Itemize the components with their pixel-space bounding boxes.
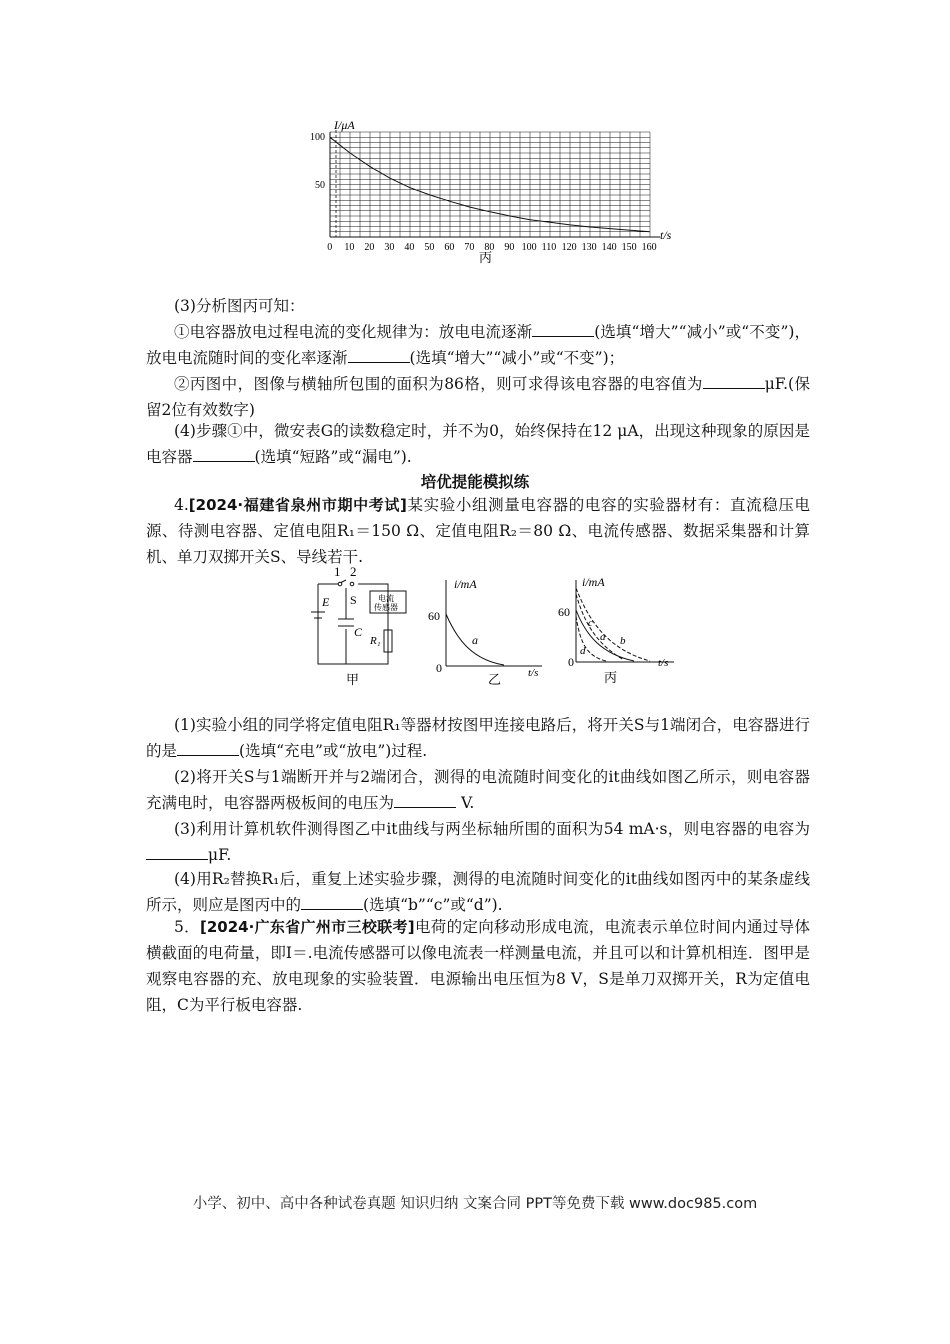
answer-blank[interactable] bbox=[177, 741, 239, 756]
problem-stem-text: 电荷的定向移动形成电流，电流表示单位时间内通过导体横截面的电荷量，即I＝.电流传感器可以像电流表一样测量电流，并且可以和计算机相连．图甲是观察电容器的充、放电现象的实验装置．电源输出电压恒为8 V，S是单刀双掷开关，R为定值电阻，C为平行板电容器. bbox=[146, 918, 810, 1014]
problem4-q3 bbox=[146, 816, 810, 868]
x-axis-label: t/s bbox=[660, 228, 672, 242]
problem-source: [2024·广东省广州市三校联考] bbox=[200, 918, 415, 936]
q3-text-a: (3)利用计算机软件测得图乙中it曲线与两坐标轴所围的面积为54 mA·s，则电容器的电容为 bbox=[174, 820, 810, 838]
answer-blank[interactable] bbox=[146, 845, 208, 860]
origin-label: 0 bbox=[568, 655, 574, 669]
x-tick-label: 20 bbox=[364, 242, 375, 253]
switch-label: S bbox=[350, 593, 357, 607]
curve-label-a: a bbox=[472, 633, 478, 647]
switch-terminal-2: 2 bbox=[350, 564, 357, 579]
q2-text-a: (2)将开关S与1端断开并与2端闭合，测得的电流随时间变化的it曲线如图乙所示，则电容器充满电时，电容器两极板间的电压为 bbox=[146, 768, 810, 812]
x-tick-label: 90 bbox=[504, 242, 515, 253]
q1-text-a: (1)实验小组的同学将定值电阻R₁等器材按图甲连接电路后，将开关S与1端闭合，电容器进行的是 bbox=[146, 716, 810, 760]
switch-terminal-1: 1 bbox=[334, 564, 341, 579]
curve-label-b: b bbox=[620, 635, 626, 647]
answer-blank[interactable] bbox=[394, 793, 456, 808]
tick-60: 60 bbox=[558, 605, 570, 619]
q3-text-b: μF. bbox=[208, 846, 232, 864]
figure-caption: 乙 bbox=[488, 672, 502, 687]
q4-text-b: (选填“短路”或“漏电”). bbox=[254, 448, 412, 466]
sensor-label-line1: 电流 bbox=[378, 594, 394, 603]
answer-blank[interactable] bbox=[301, 895, 363, 910]
x-tick-label: 30 bbox=[384, 242, 395, 253]
figure-bing-chart bbox=[300, 112, 690, 270]
q3-item1-text-b: (选填“增大”“减小”或“不变”)，放电电流随时间的变化率逐渐 bbox=[146, 323, 810, 367]
x-tick-label: 40 bbox=[404, 242, 415, 253]
q4-text-b: (选填“b”“c”或“d”). bbox=[363, 896, 503, 914]
x-tick-label: 110 bbox=[541, 242, 557, 253]
problem5-stem bbox=[146, 914, 810, 1018]
figure-caption: 丙 bbox=[604, 670, 618, 685]
x-tick-label: 100 bbox=[521, 242, 537, 253]
section-heading: 培优提能模拟练 bbox=[420, 472, 530, 491]
curve-label-d: d bbox=[580, 645, 586, 657]
q3-item2-text-b: μF.(保留2位有效数字) bbox=[146, 375, 811, 419]
x-tick-label: 140 bbox=[601, 242, 617, 253]
x-tick-label: 130 bbox=[581, 242, 597, 253]
y-axis-label: i/mA bbox=[582, 575, 605, 589]
y-tick-100: 100 bbox=[310, 132, 325, 143]
figure-bing-curves bbox=[554, 572, 684, 690]
x-tick-label: 60 bbox=[444, 242, 455, 253]
answer-blank[interactable] bbox=[532, 322, 594, 337]
sensor-label-line2: 传感器 bbox=[374, 603, 398, 612]
q1-text-b: (选填“充电”或“放电”)过程. bbox=[239, 742, 428, 760]
figure-jia-circuit bbox=[308, 564, 420, 690]
x-tick-label: 0 bbox=[327, 242, 333, 253]
source-label: E bbox=[322, 595, 330, 609]
capacitor-label: C bbox=[354, 625, 363, 639]
q3-intro: (3)分析图丙可知： bbox=[174, 297, 305, 315]
problem-source: [2024·福建省泉州市期中考试] bbox=[188, 496, 407, 514]
x-tick-label: 150 bbox=[621, 242, 637, 253]
answer-blank[interactable] bbox=[193, 447, 255, 462]
x-tick-label: 160 bbox=[641, 242, 657, 253]
curve-label-a: a bbox=[600, 631, 606, 643]
x-axis-label: t/s bbox=[658, 657, 669, 669]
resistor-label: R₁ bbox=[370, 635, 381, 647]
y-axis-label: i/mA bbox=[454, 577, 477, 591]
q4-question bbox=[146, 418, 810, 470]
origin-label: 0 bbox=[436, 661, 442, 675]
q3-item1 bbox=[146, 319, 810, 371]
answer-blank[interactable] bbox=[348, 348, 410, 363]
page-footer: 小学、初中、高中各种试卷真题 知识归纳 文案合同 PPT等免费下载 www.doc985.com bbox=[192, 1196, 758, 1212]
problem-stem-text: 某实验小组测量电容器的电容的实验器材有：直流稳压电源、待测电容器、定值电阻R₁＝150 Ω、定值电阻R₂＝80 Ω、电流传感器、数据采集器和计算机、单刀双掷开关S、导线若干. bbox=[146, 496, 810, 566]
q3-item1-text-c: (选填“增大”“减小”或“不变”)； bbox=[409, 349, 625, 367]
x-axis-label: t/s bbox=[528, 667, 539, 679]
figure-yi-chart bbox=[424, 572, 548, 690]
y-axis-label: I/μA bbox=[334, 118, 355, 132]
answer-blank[interactable] bbox=[703, 374, 765, 389]
q3-item1-text-a: ①电容器放电过程电流的变化规律为：放电电流逐渐 bbox=[174, 323, 533, 341]
q2-text-b: V. bbox=[456, 794, 475, 812]
problem-number: 5． bbox=[174, 918, 200, 936]
problem4-stem bbox=[146, 492, 810, 570]
y-tick-50: 50 bbox=[315, 180, 325, 191]
tick-60: 60 bbox=[428, 609, 440, 623]
figure-caption: 甲 bbox=[346, 672, 360, 687]
problem4-q2 bbox=[146, 764, 810, 816]
figure-caption: 丙 bbox=[479, 250, 493, 265]
x-tick-label: 50 bbox=[424, 242, 435, 253]
x-tick-label: 120 bbox=[561, 242, 577, 253]
problem4-q4 bbox=[146, 866, 810, 918]
problem4-q1 bbox=[146, 712, 810, 764]
curve-label-c: c bbox=[588, 617, 593, 629]
x-tick-label: 80 bbox=[484, 242, 495, 253]
q4-text-a: (4)用R₂替换R₁后，重复上述实验步骤，测得的电流随时间变化的it曲线如图丙中的某条虚线所示，则应是图丙中的 bbox=[146, 870, 810, 914]
x-tick-label: 70 bbox=[464, 242, 475, 253]
q4-text-a: (4)步骤①中，微安表G的读数稳定时，并不为0，始终保持在12 μA，出现这种现象的原因是电容器 bbox=[146, 422, 810, 466]
q3-item2-text-a: ②丙图中，图像与横轴所包围的面积为86格，则可求得该电容器的电容值为 bbox=[174, 375, 703, 393]
x-tick-label: 10 bbox=[344, 242, 355, 253]
q3-item2 bbox=[146, 371, 810, 423]
problem-number: 4. bbox=[174, 496, 189, 514]
